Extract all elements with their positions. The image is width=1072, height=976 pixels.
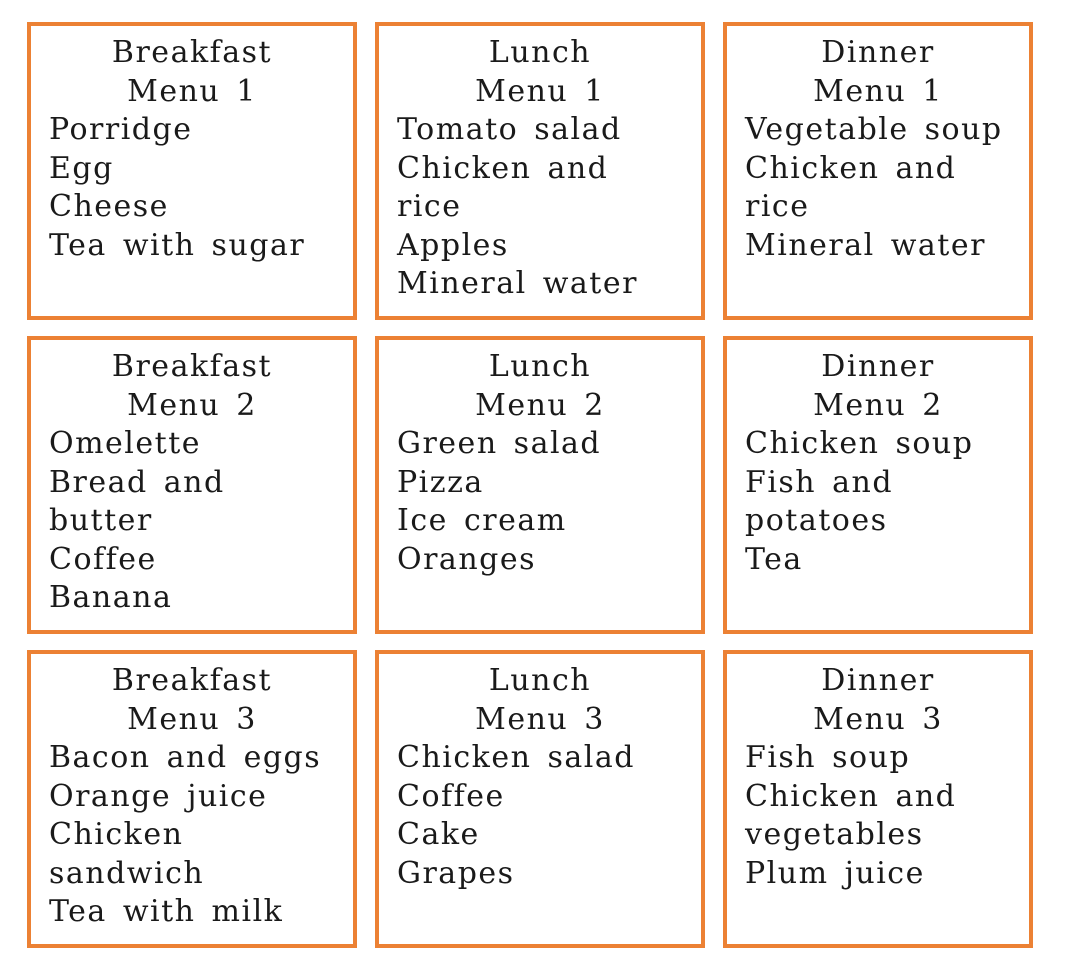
menu-number: Menu 1 — [813, 73, 943, 109]
menu-line: Cheese — [49, 189, 169, 224]
menu-card-dinner-1 — [723, 22, 1033, 320]
meal-title: Lunch — [488, 663, 592, 698]
menu-line: Coffee — [49, 541, 157, 577]
menu-items — [397, 425, 683, 579]
menu-line: rice — [397, 189, 462, 224]
menu-line: Grapes — [397, 855, 515, 891]
meal-title: Breakfast — [111, 349, 273, 384]
menu-card-lunch-2 — [375, 336, 705, 634]
menu-number: Menu 3 — [127, 701, 257, 737]
menu-line: Green salad — [397, 426, 602, 461]
menu-card-dinner-3 — [723, 650, 1033, 948]
menu-items — [745, 739, 1011, 893]
menu-line: potatoes — [745, 503, 888, 538]
menu-card-dinner-2 — [723, 336, 1033, 634]
menu-card-header — [397, 348, 683, 425]
menu-line: Pizza — [397, 464, 484, 500]
menu-line: Porridge — [49, 112, 193, 147]
menu-card-header — [745, 348, 1011, 425]
menu-card-breakfast-2 — [27, 336, 357, 634]
menu-line: rice — [745, 189, 810, 224]
menu-card-header — [745, 34, 1011, 111]
menu-line: Chicken soup — [745, 426, 974, 461]
menu-number: Menu 3 — [813, 701, 943, 737]
menu-items — [397, 111, 683, 304]
menu-line: Tea with milk — [49, 894, 284, 929]
meal-title: Breakfast — [111, 35, 273, 70]
menu-line: Tomato salad — [397, 112, 622, 147]
menu-number: Menu 1 — [475, 73, 605, 109]
menu-line: butter — [49, 503, 153, 538]
menu-number: Menu 1 — [127, 73, 257, 109]
menu-number: Menu 2 — [127, 387, 257, 423]
menu-line: sandwich — [49, 855, 205, 891]
menu-card-header — [49, 348, 335, 425]
menu-line: Fish and — [745, 464, 894, 500]
meal-title: Dinner — [821, 35, 935, 70]
menu-number: Menu 3 — [475, 701, 605, 737]
meal-title: Lunch — [488, 349, 592, 384]
menu-card-header — [745, 662, 1011, 739]
menu-line: Mineral water — [397, 266, 638, 301]
menu-line: Cake — [397, 817, 480, 852]
menu-line: Tea with sugar — [49, 227, 306, 263]
menu-line: Chicken salad — [397, 740, 635, 775]
menu-line: vegetables — [745, 817, 924, 852]
menu-card-header — [49, 34, 335, 111]
menu-line: Oranges — [397, 541, 536, 577]
menu-card-header — [397, 662, 683, 739]
menu-line: Chicken and — [745, 150, 957, 186]
menu-line: Chicken and — [745, 778, 957, 814]
menu-line: Chicken — [49, 817, 184, 852]
menu-items — [49, 425, 335, 618]
menu-line: Fish soup — [745, 740, 911, 775]
meal-title: Lunch — [488, 35, 592, 70]
meal-title: Dinner — [821, 349, 935, 384]
menu-card-lunch-3 — [375, 650, 705, 948]
meal-title: Dinner — [821, 663, 935, 698]
menu-line: Banana — [49, 580, 173, 615]
menu-line: Coffee — [397, 778, 505, 814]
menu-card-breakfast-1 — [27, 22, 357, 320]
menu-card-breakfast-3 — [27, 650, 357, 948]
menu-items — [397, 739, 683, 893]
menu-line: Ice cream — [397, 503, 567, 538]
menu-card-header — [49, 662, 335, 739]
menu-number: Menu 2 — [475, 387, 605, 423]
menu-line: Egg — [49, 150, 114, 186]
menu-card-header — [397, 34, 683, 111]
menu-line: Omelette — [49, 426, 202, 461]
menu-items — [49, 739, 335, 932]
menu-line: Chicken and — [397, 150, 609, 186]
meal-title: Breakfast — [111, 663, 273, 698]
menu-line: Bread and — [49, 464, 225, 500]
menu-line: Vegetable soup — [745, 112, 1003, 147]
menu-line: Tea — [745, 541, 803, 577]
menu-number: Menu 2 — [813, 387, 943, 423]
menu-line: Apples — [397, 227, 509, 263]
menu-items — [745, 111, 1011, 265]
menu-line: Mineral water — [745, 227, 986, 263]
menu-grid — [27, 22, 1033, 948]
menu-line: Plum juice — [745, 855, 925, 891]
menu-line: Orange juice — [49, 778, 268, 814]
menu-items — [49, 111, 335, 265]
menu-items — [745, 425, 1011, 579]
menu-card-lunch-1 — [375, 22, 705, 320]
menu-line: Bacon and eggs — [49, 740, 322, 775]
